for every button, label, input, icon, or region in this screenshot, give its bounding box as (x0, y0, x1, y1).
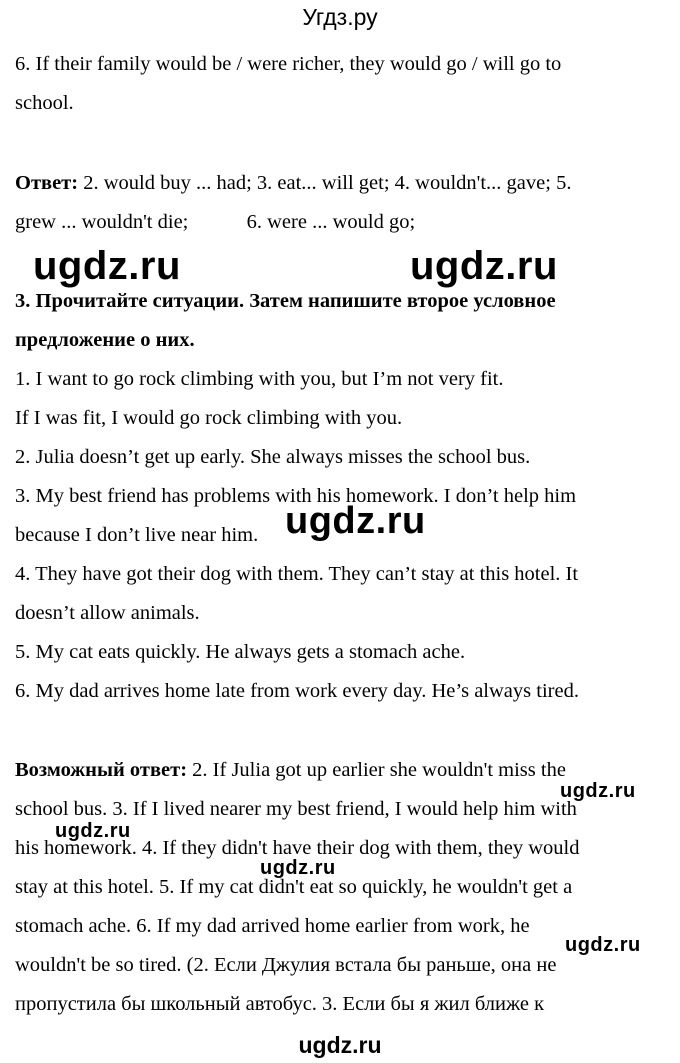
answer1-line2 (15, 211, 415, 234)
answer2-text: 2. If Julia got up earlier she wouldn't miss the (187, 759, 566, 781)
answer1-label: Ответ: (15, 172, 79, 194)
site-header-title: Угдз.ру (302, 4, 378, 30)
answer1-text: 2. would buy ... had; 3. eat... will get; 4. wouldn't... gave; 5. (78, 172, 572, 194)
exercise3-title-line2: предложение о них. (15, 329, 195, 351)
watermark-small: ugdz.ru (565, 934, 641, 956)
answer2-line: пропустила бы школьный автобус. 3. Если бы я жил ближе к (15, 993, 545, 1015)
answer2-line: school bus. 3. If I lived nearer my best friend, I would help him with (15, 798, 577, 820)
exercise3-item: 3. My best friend has problems with his homework. I don’t help him (15, 485, 577, 507)
footer-watermark: ugdz.ru (298, 1032, 382, 1058)
answer2-line: his homework. 4. If they didn't have their dog with them, they would (15, 837, 580, 859)
exercise3-item: 2. Julia doesn’t get up early. She always misses the school bus. (15, 446, 531, 468)
prev-item-6-line2: school. (15, 92, 74, 114)
prev-item-6-line1: 6. If their family would be / were richer, they would go / will go to (15, 53, 562, 75)
answer2-line: wouldn't be so tired. (2. Если Джулия встала бы раньше, она не (15, 954, 557, 976)
answer2-line: stay at this hotel. 5. If my cat didn't eat so quickly, he wouldn't get a (15, 876, 573, 898)
answer2-label: Возможный ответ: (15, 759, 188, 781)
watermark-large-right: ugdz.ru (410, 244, 558, 288)
answer2-line1 (15, 759, 566, 782)
exercise3-item: 5. My cat eats quickly. He always gets a stomach ache. (15, 641, 466, 663)
exercise3-item: If I was fit, I would go rock climbing with you. (15, 407, 403, 429)
answer1-line2-part2: 6. were ... would go; (246, 211, 416, 233)
exercise3-item: 1. I want to go rock climbing with you, but I’m not very fit. (15, 368, 504, 390)
watermark-small: ugdz.ru (260, 857, 336, 879)
exercise3-title-line1: 3. Прочитайте ситуации. Затем напишите второе условное (15, 290, 556, 312)
watermark-large-center: ugdz.ru (285, 500, 426, 542)
exercise3-item: doesn’t allow animals. (15, 602, 200, 624)
exercise3-item: because I don’t live near him. (15, 524, 259, 546)
watermark-small: ugdz.ru (560, 780, 636, 802)
watermark-large-left: ugdz.ru (33, 244, 181, 288)
watermark-small: ugdz.ru (55, 820, 131, 842)
answer2-line: stomach ache. 6. If my dad arrived home earlier from work, he (15, 915, 530, 937)
exercise3-item: 6. My dad arrives home late from work every day. He’s always tired. (15, 680, 579, 702)
answer1-line1 (15, 172, 571, 195)
exercise3-item: 4. They have got their dog with them. They can’t stay at this hotel. It (15, 563, 579, 585)
answer1-line2-part1: grew ... wouldn't die; (15, 211, 189, 233)
